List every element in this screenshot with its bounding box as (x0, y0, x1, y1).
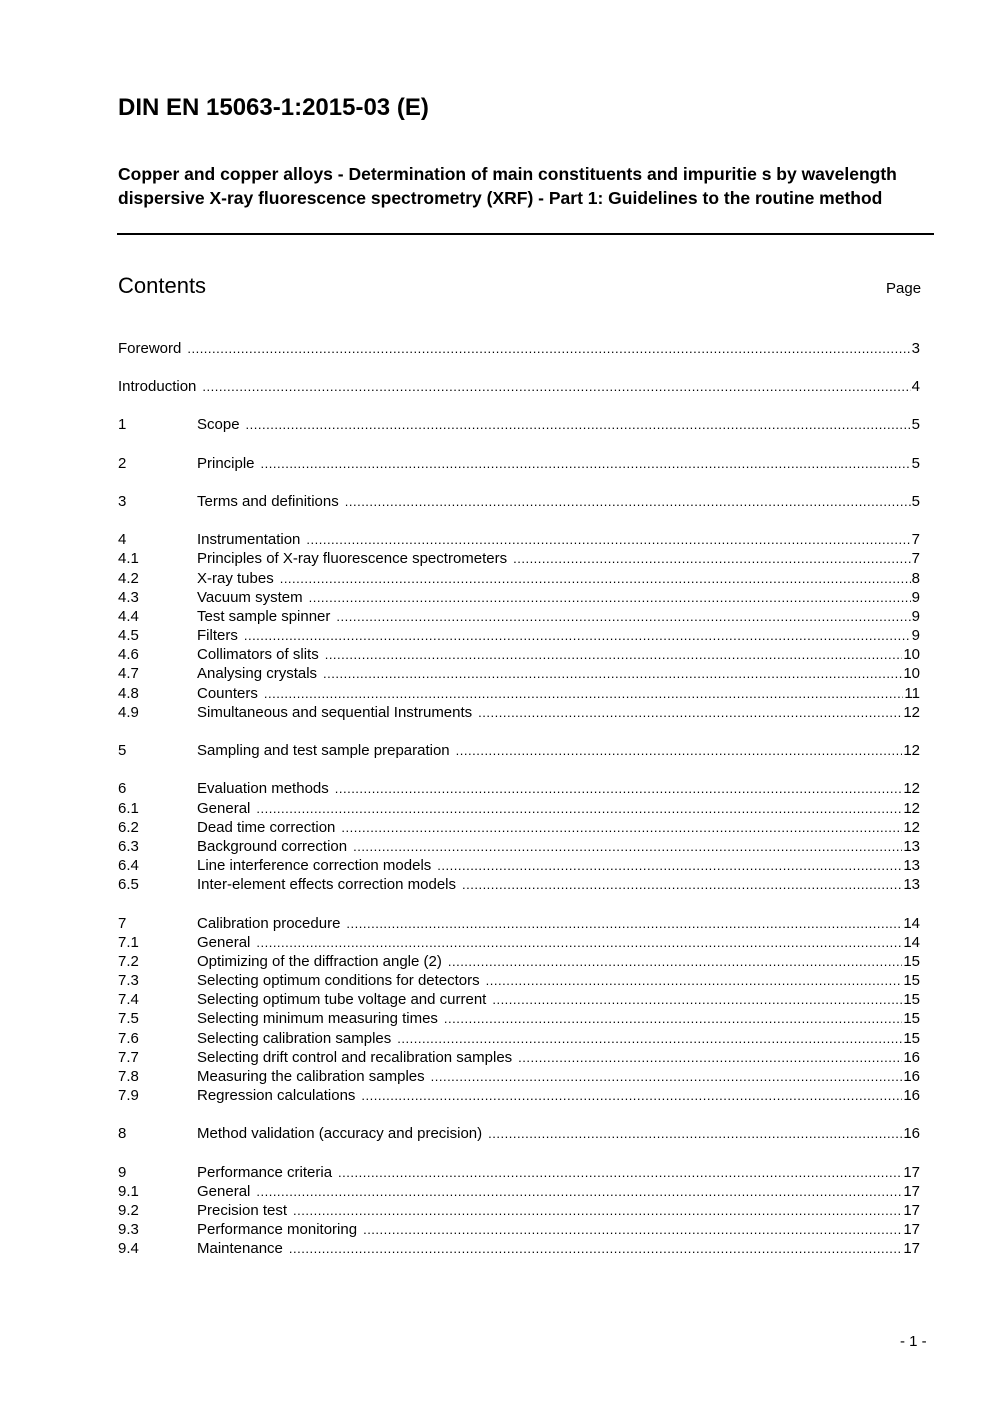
toc-entry[interactable] (118, 339, 920, 358)
toc-entry-title: Principle (197, 455, 255, 472)
toc-dot-leader (261, 454, 911, 473)
toc-entry-number: 4.9 (118, 704, 139, 721)
toc-entry-number: 7 (118, 915, 127, 932)
toc-entry-number: 7.5 (118, 1010, 139, 1027)
toc-dot-leader (397, 1029, 902, 1048)
toc-entry-title: Selecting optimum tube voltage and current (197, 991, 487, 1008)
toc-entry-page: 12 (903, 704, 920, 721)
toc-dot-leader (325, 645, 903, 664)
toc-entry[interactable] (118, 492, 920, 511)
toc-entry-number: 4 (118, 531, 127, 548)
toc-entry-page: 5 (911, 493, 920, 510)
toc-dot-leader (518, 1048, 902, 1067)
toc-entry-page: 8 (911, 570, 920, 587)
toc-entry-number: 4.3 (118, 589, 139, 606)
toc-entry[interactable] (118, 1086, 920, 1105)
toc-entry-title: Selecting drift control and recalibration samples (197, 1049, 513, 1066)
toc-entry-number: 4.8 (118, 685, 139, 702)
toc-entry-title: Analysing crystals (197, 665, 318, 682)
toc-entry-page: 16 (903, 1125, 920, 1142)
toc-entry-page: 17 (903, 1240, 920, 1257)
toc-entry-page: 15 (903, 953, 920, 970)
toc-dot-leader (335, 779, 903, 798)
toc-entry[interactable] (118, 1239, 920, 1258)
toc-entry-number: 7.4 (118, 991, 139, 1008)
toc-entry-title: Inter-element effects correction models (197, 876, 457, 893)
toc-entry-page: 10 (903, 646, 920, 663)
toc-dot-leader (492, 990, 902, 1009)
toc-dot-leader (361, 1086, 902, 1105)
toc-entry-title: Principles of X-ray fluorescence spectrometers (197, 550, 508, 567)
toc-entry-number: 4.7 (118, 665, 139, 682)
toc-entry-page: 15 (903, 1030, 920, 1047)
toc-dot-leader (345, 492, 911, 511)
toc-entry-title: Simultaneous and sequential Instruments (197, 704, 473, 721)
toc-entry[interactable] (118, 1182, 920, 1201)
toc-entry-title: Selecting minimum measuring times (197, 1010, 438, 1027)
toc-entry-page: 13 (903, 857, 920, 874)
toc-entry-title: Measuring the calibration samples (197, 1068, 425, 1085)
toc-dot-leader (462, 875, 902, 894)
toc-entry-title: Terms and definitions (197, 493, 339, 510)
toc-entry-number: 4.2 (118, 570, 139, 587)
toc-entry[interactable] (118, 1029, 920, 1048)
toc-entry-page: 14 (903, 934, 920, 951)
toc-entry-title: Evaluation methods (197, 780, 329, 797)
toc-entry[interactable] (118, 1124, 920, 1143)
toc-dot-leader (363, 1220, 902, 1239)
toc-entry-title: Regression calculations (197, 1087, 356, 1104)
toc-entry-page: 17 (903, 1164, 920, 1181)
toc-entry[interactable] (118, 454, 920, 473)
toc-entry-title: General (197, 1183, 251, 1200)
toc-entry[interactable] (118, 645, 920, 664)
toc-entry-page: 13 (903, 876, 920, 893)
toc-dot-leader (246, 415, 911, 434)
toc-entry-title: Line interference correction models (197, 857, 432, 874)
toc-entry-page: 16 (903, 1049, 920, 1066)
toc-dot-leader (280, 569, 911, 588)
toc-entry-title: Scope (197, 416, 240, 433)
toc-entry[interactable] (118, 837, 920, 856)
toc-entry-title: Performance monitoring (197, 1221, 358, 1238)
toc-entry-number: 7.9 (118, 1087, 139, 1104)
toc-entry[interactable] (118, 1067, 920, 1086)
toc-dot-leader (256, 1182, 902, 1201)
document-title: Copper and copper alloys - Determination of main constituents and impuritie s by wavelength dispersive X-ray fluorescence spectrometry (XRF) - Part 1: Guidelines to the routine method (118, 164, 897, 208)
toc-dot-leader (486, 971, 903, 990)
toc-entry-number: 9.3 (118, 1221, 139, 1238)
toc-entry-number: 7.6 (118, 1030, 139, 1047)
toc-dot-leader (323, 664, 902, 683)
toc-entry-title: Selecting optimum conditions for detectors (197, 972, 480, 989)
toc-entry-page: 17 (903, 1202, 920, 1219)
toc-dot-leader (336, 607, 910, 626)
contents-heading: Contents (118, 273, 207, 298)
toc-entry-number: 6.1 (118, 800, 139, 817)
toc-entry-number: 6.3 (118, 838, 139, 855)
toc-entry-title: Counters (197, 685, 258, 702)
toc-entry-number: 3 (118, 493, 127, 510)
toc-entry[interactable] (118, 377, 920, 396)
toc-entry-title: Dead time correction (197, 819, 336, 836)
toc-entry-number: 9.1 (118, 1183, 139, 1200)
toc-entry-number: 6.4 (118, 857, 139, 874)
toc-entry[interactable] (118, 626, 920, 645)
toc-entry-page: 5 (911, 455, 920, 472)
toc-entry[interactable] (118, 818, 920, 837)
toc-entry[interactable] (118, 703, 920, 722)
toc-dot-leader (353, 837, 902, 856)
toc-entry-page: 12 (903, 819, 920, 836)
toc-entry-title: Maintenance (197, 1240, 283, 1257)
toc-entry[interactable] (118, 1220, 920, 1239)
toc-entry-title: Test sample spinner (197, 608, 331, 625)
page-number: - 1 - (900, 1333, 927, 1350)
toc-entry[interactable] (118, 856, 920, 875)
toc-entry-page: 12 (903, 742, 920, 759)
toc-entry-number: 7.2 (118, 953, 139, 970)
toc-entry-title: Introduction (118, 378, 197, 395)
toc-entry-page: 12 (903, 780, 920, 797)
toc-entry-title: Method validation (accuracy and precision) (197, 1125, 483, 1142)
toc-entry-number: 4.6 (118, 646, 139, 663)
toc-entry[interactable] (118, 664, 920, 683)
toc-entry[interactable] (118, 779, 920, 798)
toc-entry-number: 5 (118, 742, 127, 759)
toc-entry[interactable] (118, 741, 920, 760)
toc-entry-number: 9.4 (118, 1240, 139, 1257)
toc-entry-title: General (197, 934, 251, 951)
toc-entry-page: 9 (911, 589, 920, 606)
toc-entry[interactable] (118, 415, 920, 434)
toc-dot-leader (202, 377, 910, 396)
toc-entry-page: 16 (903, 1087, 920, 1104)
toc-dot-leader (346, 914, 902, 933)
toc-entry-page: 12 (903, 800, 920, 817)
toc-entry-number: 2 (118, 455, 127, 472)
toc-entry-page: 14 (903, 915, 920, 932)
toc-entry-page: 7 (911, 550, 920, 567)
toc-dot-leader (456, 741, 903, 760)
toc-entry-title: Performance criteria (197, 1164, 333, 1181)
toc-entry-page: 9 (911, 608, 920, 625)
toc-entry-page: 10 (903, 665, 920, 682)
toc-dot-leader (341, 818, 902, 837)
toc-entry[interactable] (118, 607, 920, 626)
toc-dot-leader (244, 626, 911, 645)
toc-entry[interactable] (118, 799, 920, 818)
toc-dot-leader (478, 703, 902, 722)
toc-dot-leader (306, 530, 910, 549)
toc-entry-number: 8 (118, 1125, 127, 1142)
toc-entry-page: 7 (911, 531, 920, 548)
toc-entry-number: 7.3 (118, 972, 139, 989)
toc-entry-page: 13 (903, 838, 920, 855)
toc-entry-number: 1 (118, 416, 127, 433)
toc-entry[interactable] (118, 990, 920, 1009)
toc-entry-page: 3 (911, 340, 920, 357)
toc-entry[interactable] (118, 684, 920, 703)
toc-entry[interactable] (118, 1048, 920, 1067)
toc-entry[interactable] (118, 569, 920, 588)
toc-dot-leader (444, 1009, 902, 1028)
toc-entry-title: Sampling and test sample preparation (197, 742, 450, 759)
toc-dot-leader (488, 1124, 902, 1143)
toc-entry-page: 4 (911, 378, 920, 395)
toc-entry-number: 4.5 (118, 627, 139, 644)
toc-entry-number: 7.1 (118, 934, 139, 951)
toc-entry[interactable] (118, 1163, 920, 1182)
toc-entry-number: 7.8 (118, 1068, 139, 1085)
toc-entry-page: 15 (903, 991, 920, 1008)
toc-entry-title: Precision test (197, 1202, 288, 1219)
toc-entry-number: 6.5 (118, 876, 139, 893)
toc-dot-leader (513, 549, 911, 568)
toc-entry-title: Instrumentation (197, 531, 301, 548)
toc-dot-leader (187, 339, 910, 358)
toc-entry[interactable] (118, 549, 920, 568)
toc-entry[interactable] (118, 530, 920, 549)
toc-entry[interactable] (118, 1009, 920, 1028)
toc-dot-leader (448, 952, 902, 971)
toc-entry-page: 5 (911, 416, 920, 433)
toc-entry-number: 6.2 (118, 819, 139, 836)
toc-entry[interactable] (118, 875, 920, 894)
document-id: DIN EN 15063-1:2015-03 (E) (118, 94, 429, 121)
toc-entry[interactable] (118, 971, 920, 990)
toc-entry-number: 9.2 (118, 1202, 139, 1219)
toc-dot-leader (431, 1067, 903, 1086)
toc-entry-title: X-ray tubes (197, 570, 274, 587)
toc-entry-page: 15 (903, 1010, 920, 1027)
toc-entry-number: 7.7 (118, 1049, 139, 1066)
page-column-label: Page (886, 280, 922, 297)
toc-entry-page: 17 (903, 1221, 920, 1238)
toc-entry-title: Selecting calibration samples (197, 1030, 392, 1047)
toc-dot-leader (264, 684, 904, 703)
toc-entry-page: 15 (903, 972, 920, 989)
toc-entry-title: Collimators of slits (197, 646, 319, 663)
toc-entry[interactable] (118, 952, 920, 971)
toc-entry-page: 16 (903, 1068, 920, 1085)
toc-entry[interactable] (118, 914, 920, 933)
toc-entry-page: 11 (904, 685, 920, 702)
toc-entry-title: Background correction (197, 838, 348, 855)
toc-entry[interactable] (118, 1201, 920, 1220)
toc-entry-page: 9 (911, 627, 920, 644)
toc-entry-title: Filters (197, 627, 238, 644)
toc-entry-number: 9 (118, 1164, 127, 1181)
toc-entry-number: 4.1 (118, 550, 139, 567)
toc-entry-title: Calibration procedure (197, 915, 341, 932)
toc-entry-number: 4.4 (118, 608, 139, 625)
toc-entry-title: Foreword (118, 340, 182, 357)
toc-entry[interactable] (118, 933, 920, 952)
toc-entry-number: 6 (118, 780, 127, 797)
toc-dot-leader (309, 588, 911, 607)
toc-dot-leader (289, 1239, 902, 1258)
toc-entry-title: Optimizing of the diffraction angle (2) (197, 953, 442, 970)
toc-entry-title: General (197, 800, 251, 817)
toc-dot-leader (293, 1201, 902, 1220)
toc-entry-page: 17 (903, 1183, 920, 1200)
toc-entry-title: Vacuum system (197, 589, 303, 606)
toc-dot-leader (338, 1163, 902, 1182)
toc-dot-leader (256, 933, 902, 952)
toc-entry[interactable] (118, 588, 920, 607)
toc-dot-leader (256, 799, 902, 818)
toc-dot-leader (437, 856, 902, 875)
